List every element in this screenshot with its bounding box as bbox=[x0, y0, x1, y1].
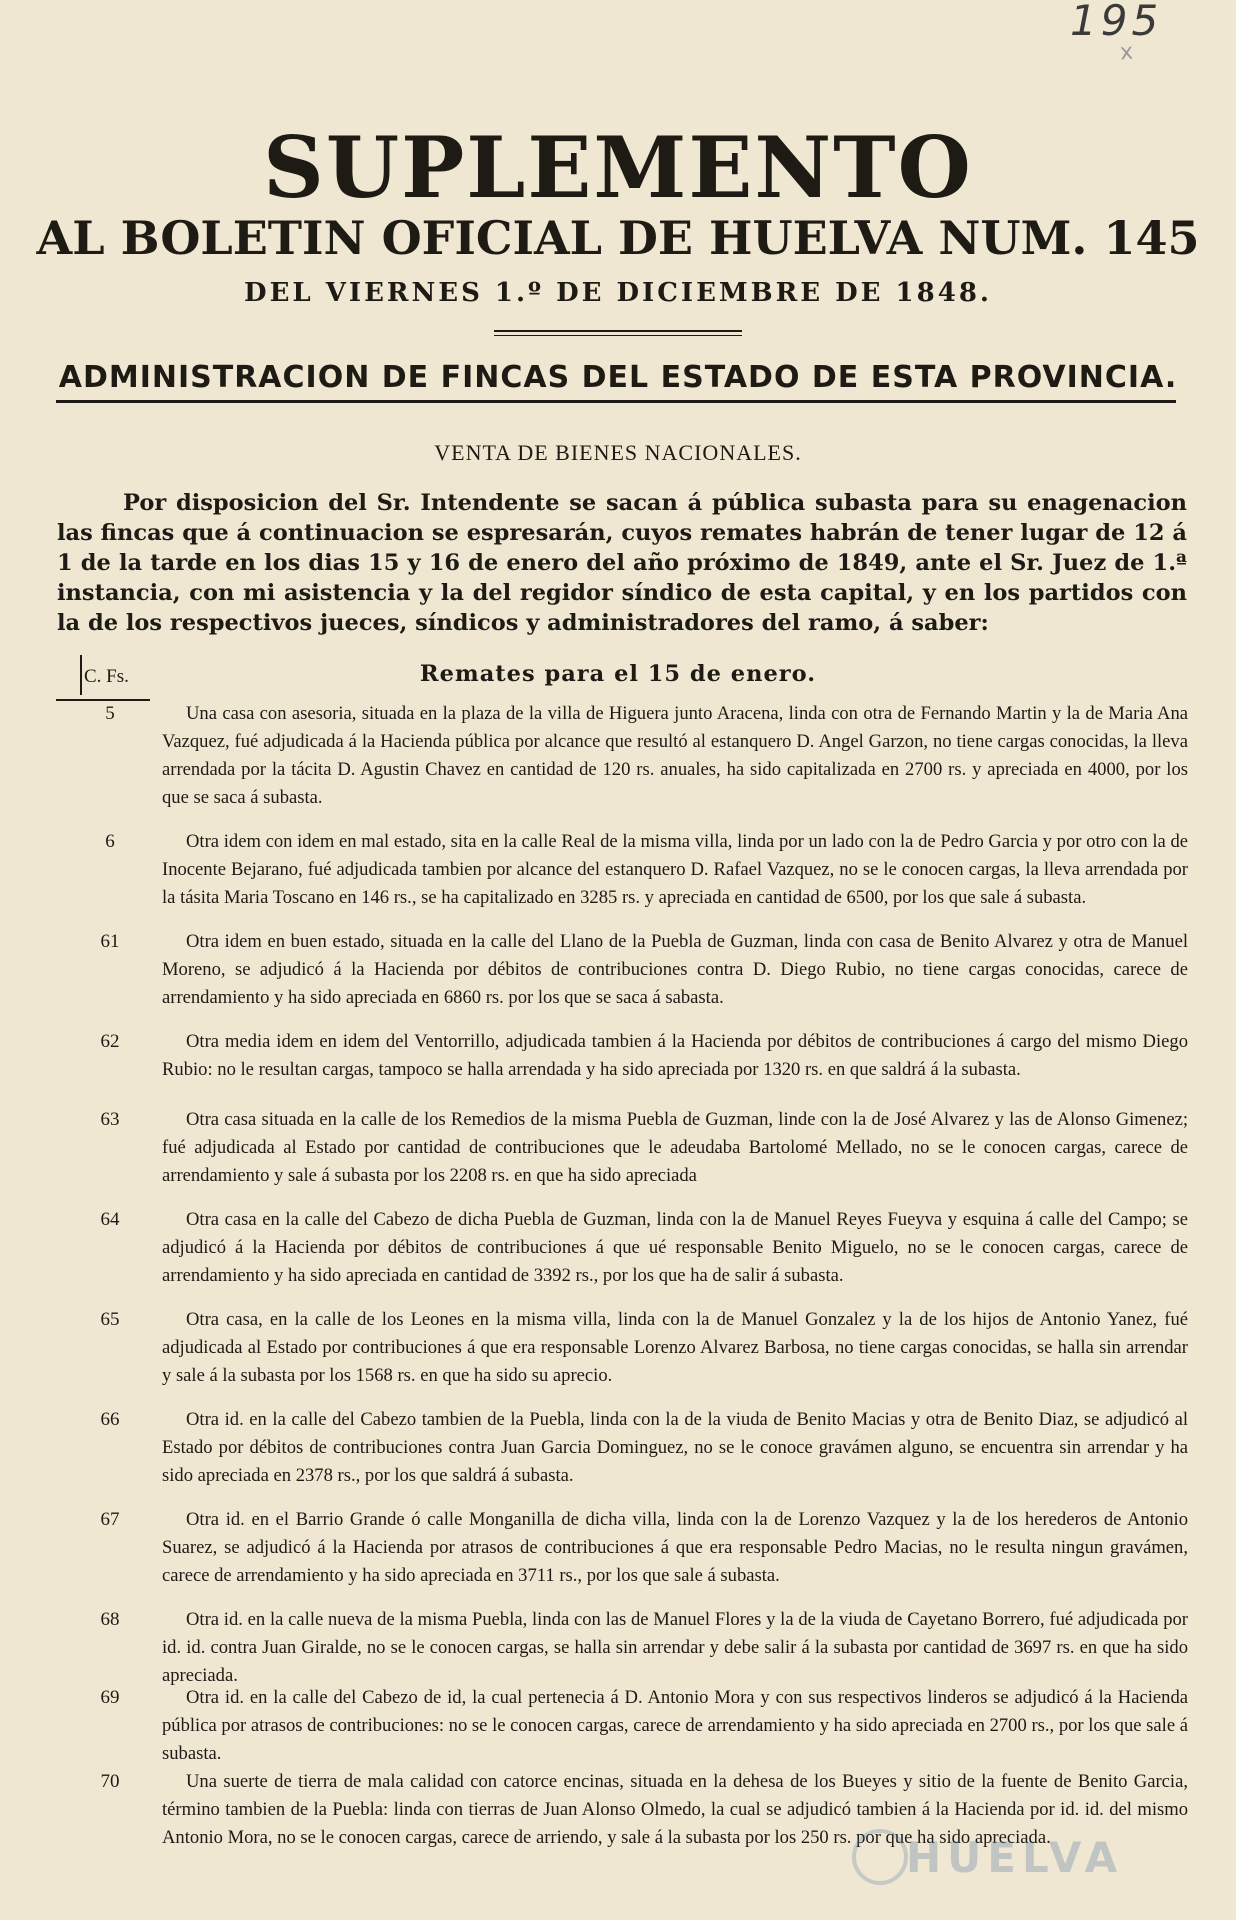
entry-number: 65 bbox=[100, 1309, 120, 1330]
handwritten-margin-note: 195 bbox=[1070, 0, 1163, 45]
entry-number: 63 bbox=[100, 1109, 120, 1130]
watermark-emblem-icon bbox=[852, 1829, 908, 1885]
remates-heading: Remates para el 15 de enero. bbox=[419, 661, 817, 687]
handwritten-margin-mark: x bbox=[1119, 39, 1137, 66]
entry-text: Otra idem en buen estado, situada en la calle del Llano de la Puebla de Guzman, linda con casa de Benito Alvarez y otra de Manuel Moreno, se adjudicó á la Hacienda por débitos de contribuciones contra D. Diego Rubio, no tiene cargas conocidas, carece de arrendamiento y ha sido apreciada en 6860 rs. por los que se saca á sabasta. bbox=[162, 931, 1188, 1008]
entry-number: 64 bbox=[100, 1209, 120, 1230]
intro-paragraph bbox=[57, 488, 1187, 638]
entry-number: 68 bbox=[100, 1609, 120, 1630]
entry-number: 62 bbox=[100, 1031, 120, 1052]
entry-number: 67 bbox=[100, 1509, 120, 1530]
document-subtitle: AL BOLETIN OFICIAL DE HUELVA NUM. 145 bbox=[36, 211, 1200, 265]
document-date: DEL VIERNES 1.º DE DICIEMBRE DE 1848. bbox=[244, 278, 992, 308]
entry-number: 61 bbox=[100, 931, 120, 952]
document-title: SUPLEMENTO bbox=[263, 118, 973, 217]
entry-text: Otra id. en la calle nueva de la misma Puebla, linda con las de Manuel Flores y la de la viuda de Cayetano Borrero, fué adjudicada por id. id. contra Juan Giralde, no se le conocen cargas, se halla sin arrendar y debe salir á la subasta por cantidad de 3697 rs. en que ha sido apreciada. bbox=[162, 1609, 1188, 1686]
intro-text: Por disposicion del Sr. Intendente se sacan á pública subasta para su enagenacion las fincas que á continuacion se espresarán, cuyos remates habrán de tener lugar de 12 á 1 de la tarde en los dias 15 y 16 de enero del año próximo de 1849, ante el Sr. Juez de 1.ª instancia, con mi asistencia y la del regidor síndico de esta capital, y en los partidos con la de los respectivos jueces, síndicos y administradores del ramo, á saber: bbox=[57, 490, 1187, 636]
entry-number: 6 bbox=[105, 831, 115, 852]
entry-number: 5 bbox=[105, 703, 115, 724]
header-rule-bottom bbox=[494, 335, 742, 336]
entry-number: 66 bbox=[100, 1409, 120, 1430]
section-title: VENTA DE BIENES NACIONALES. bbox=[434, 440, 802, 465]
entry-text: Otra idem con idem en mal estado, sita en la calle Real de la misma villa, linda por un lado con la de Pedro Garcia y por otro con la de Inocente Bejarano, fué adjudicada tambien por alcance del estanquero D. Rafael Vazquez, no se le conocen cargas, la lleva arrendada por la tásita Maria Toscano en 146 rs., se ha capitalizado en 3285 rs. y apreciada en cantidad de 6500, por los que sale á subasta. bbox=[162, 831, 1188, 908]
watermark: HUELVA bbox=[906, 1833, 1124, 1882]
entry-text: Otra id. en el Barrio Grande ó calle Monganilla de dicha villa, linda con la de Lorenzo Vazquez y la de los herederos de Antonio Suarez, se adjudicó á la Hacienda por atrasos de contribuciones á que era responsable Pedro Macias, no le resulta ningun gravámen, carece de arrendamiento y ha sido apreciada en 3711 rs., por los que sale á subasta. bbox=[162, 1509, 1188, 1586]
header-rule-top bbox=[494, 330, 742, 332]
entry-text: Otra casa en la calle del Cabezo de dicha Puebla de Guzman, linda con la de Manuel Reyes Fueyva y esquina á calle del Campo; se adjudicó á la Hacienda por débitos de contribuciones á que ué responsable Benito Miguelo, no se le conocen cargas, carece de arrendamiento y ha sido apreciada en cantidad de 3392 rs., por los que ha de salir á subasta. bbox=[162, 1209, 1188, 1286]
column-header: C. Fs. bbox=[84, 666, 129, 687]
entry-text: Otra casa situada en la calle de los Remedios de la misma Puebla de Guzman, linde con la de José Alvarez y las de Alonso Gimenez; fué adjudicada al Estado por cantidad de contribuciones que le adeudaba Bartolomé Mellado, no se le conocen cargas, carece de arrendamiento y sale á subasta por los 2208 rs. en que ha sido apreciada bbox=[162, 1109, 1188, 1186]
entry-number: 70 bbox=[100, 1771, 120, 1792]
entry-number: 69 bbox=[100, 1687, 120, 1708]
entry-text: Otra id. en la calle del Cabezo de id, la cual pertenecia á D. Antonio Mora y con sus respectivos linderos se adjudicó á la Hacienda pública por atrasos de contribuciones: no se le conocen cargas, carece de arrendamiento y ha sido apreciada en 2700 rs., por los que sale á subasta. bbox=[162, 1687, 1188, 1764]
entry-text: Otra media idem en idem del Ventorrillo, adjudicada tambien á la Hacienda por débitos de contribuciones á cargo del mismo Diego Rubio: no le resultan cargas, tampoco se halla arrendada y ha sido apreciada por 1320 rs. en que saldrá á la subasta. bbox=[162, 1031, 1188, 1080]
administration-underline bbox=[56, 400, 1176, 403]
entry-text: Otra id. en la calle del Cabezo tambien de la Puebla, linda con la de la viuda de Benito Macias y otra de Benito Diaz, se adjudicó al Estado por débitos de contribuciones contra Juan Garcia Dominguez, no se le conoce gravámen alguno, se encuentra sin arrendar y ha sido apreciada en 2378 rs., por los que saldrá á subasta. bbox=[162, 1409, 1188, 1486]
entry-text: Otra casa, en la calle de los Leones en la misma villa, linda con la de Manuel Gonzalez y la de los hijos de Antonio Yanez, fué adjudicada al Estado por contribuciones á que era responsable Lorenzo Alvarez Barbosa, no tiene cargas conocidas, se halla sin arrendar y sale á la subasta por los 1568 rs. en que ha sido su aprecio. bbox=[162, 1309, 1188, 1386]
entry-text: Una casa con asesoria, situada en la plaza de la villa de Higuera junto Aracena, linda con otra de Fernando Martin y la de Maria Ana Vazquez, fué adjudicada á la Hacienda pública por alcance que resultó al estanquero D. Angel Garzon, no tiene cargas conocidas, la lleva arrendada por la tácita D. Agustin Chavez en cantidad de 120 rs. anuales, ha sido capitalizada en 2700 rs. y apreciada en 4000, por los que se saca á subasta. bbox=[162, 703, 1188, 808]
administration-heading: ADMINISTRACION DE FINCAS DEL ESTADO DE ESTA PROVINCIA. bbox=[58, 360, 1178, 395]
entry-text: Una suerte de tierra de mala calidad con catorce encinas, situada en la dehesa de los Bueyes y sitio de la fuente de Benito Garcia, término tambien de la Puebla: linda con tierras de Juan Alonso Olmedo, la cual se adjudicó tambien á la Hacienda por id. id. del mismo Antonio Mora, no se le conocen cargas, carece de arriendo, y sale á la subasta por los 250 rs. por que ha sido apreciada. bbox=[162, 1771, 1188, 1848]
